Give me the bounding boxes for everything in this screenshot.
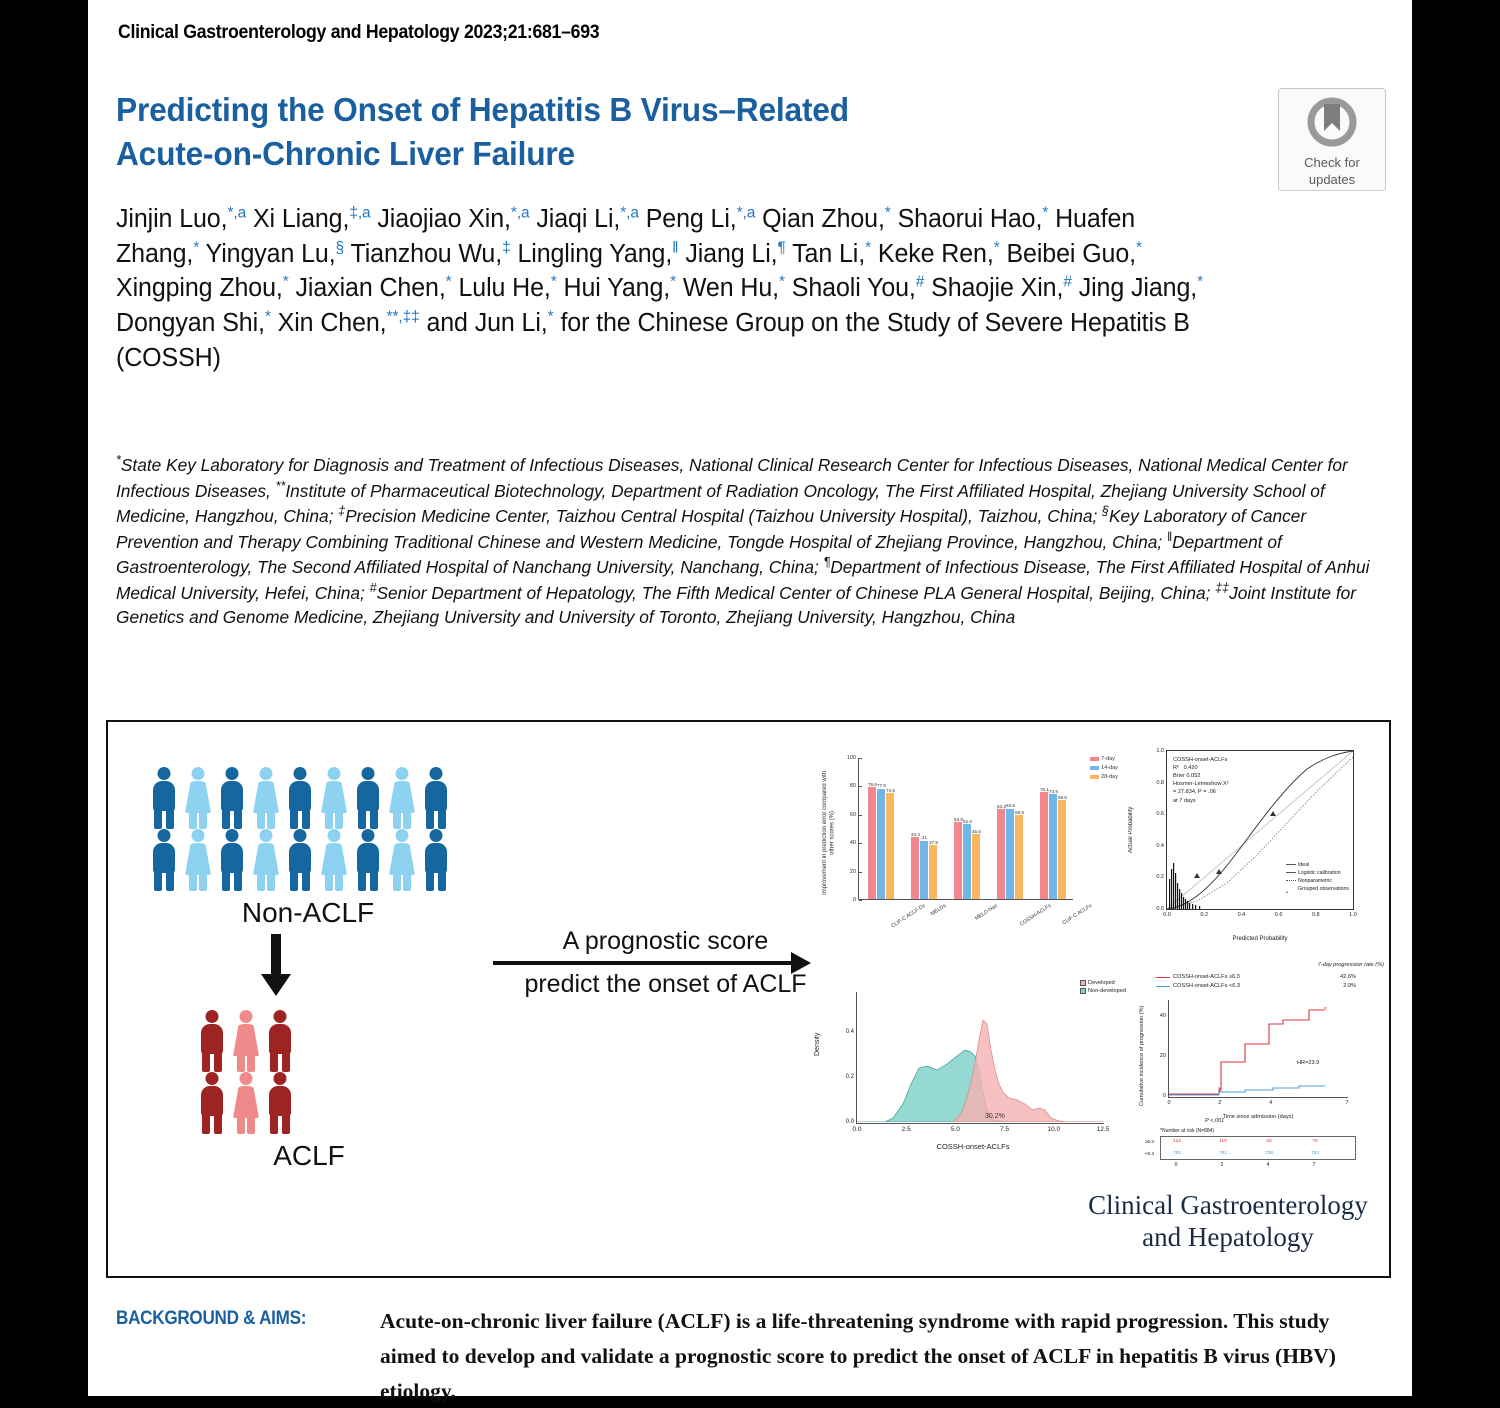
calibration-plot (1126, 740, 1376, 958)
person-icon (284, 829, 316, 891)
non-aclf-people-row (148, 829, 468, 891)
density-x-tick: 10.0 (1047, 1126, 1061, 1133)
bar-chart-y-axis-label: Improvement in prediction error compared with other scores (%) (822, 770, 836, 896)
bar-value-label: 41 (921, 835, 928, 841)
bar (1057, 794, 1067, 899)
person-icon (216, 829, 248, 891)
bar-chart-plot-area (846, 755, 1094, 930)
bar-chart-x-tick: MELD-Nas (974, 903, 1000, 922)
risk-table-x-axis (1160, 1162, 1356, 1172)
bar-chart-x-tick: CLIF-C ACLF-Ds (890, 903, 927, 930)
risk-table-cell: 738 (1264, 1151, 1274, 1156)
bar (928, 839, 938, 899)
non-aclf-people-row (148, 767, 468, 829)
calibration-legend-item: Logistic calibration (1286, 869, 1349, 877)
person-icon (420, 767, 452, 829)
bar-value-label: 45.6 (971, 828, 981, 834)
bar-chart-y-tick: 40 (850, 840, 859, 846)
calibration-hl-value: = 27.834, P = .06 (1173, 789, 1216, 796)
density-plot (808, 970, 1128, 1170)
cumulative-x-tick: 4 (1269, 1100, 1273, 1106)
calibration-legend-item: • Grouped observations (1285, 885, 1349, 896)
density-x-axis-label: COSSH-onset-ACLFs (936, 1142, 1010, 1151)
density-legend (1080, 980, 1126, 996)
risk-table-title: *Number at risk (N=884) (1160, 1128, 1215, 1134)
calibration-y-tick: 0.0 (1156, 906, 1164, 912)
bar-chart-x-tick: MELDs (930, 903, 948, 918)
calibration-r2: R² 0.420 (1173, 765, 1198, 772)
risk-table-x-tick: 2 (1220, 1162, 1224, 1168)
person-icon (250, 829, 282, 891)
calibration-model-name: COSSH-onset-ACLFs (1173, 757, 1228, 763)
paper-page (88, 0, 1412, 1403)
risk-table-cell: 122 (1172, 1139, 1182, 1144)
person-icon (250, 767, 282, 829)
density-x-tick: 5.0 (950, 1126, 960, 1133)
density-overlap-label: 30.2% (985, 1113, 1005, 1120)
calibration-y-tick: 0.2 (1156, 874, 1164, 881)
calibration-hl-label: Hosmer-Lemeshow X² (1173, 781, 1229, 788)
crossmark-label-line2: updates (1308, 171, 1356, 187)
calibration-y-tick: 0.4 (1156, 842, 1164, 849)
density-x-tick: 7.5 (1000, 1126, 1010, 1133)
density-legend-item: Developed (1080, 980, 1126, 986)
journal-logo (1068, 1190, 1388, 1254)
density-legend-item: Non-developed (1080, 988, 1126, 994)
bar (920, 835, 928, 899)
crossmark-icon (1305, 95, 1359, 154)
calibration-x-tick: 1.0 (1349, 912, 1357, 918)
person-icon (148, 767, 180, 829)
risk-table-cell: 762 (1172, 1151, 1182, 1156)
risk-table-row-label: ≥6.3 (1145, 1139, 1154, 1144)
person-icon (284, 767, 316, 829)
bar-group (910, 831, 948, 918)
bar (962, 818, 972, 899)
prognostic-score-arrow (493, 927, 838, 999)
bar-chart-x-tick: CLIF-C ACLFs (1061, 903, 1094, 927)
aclf-people-row (196, 1010, 426, 1072)
bar-chart-y-tick: 100 (847, 755, 859, 761)
prognostic-caption-line1: A prognostic score (562, 927, 769, 955)
density-x-tick: 2.5 (901, 1126, 911, 1133)
cumulative-x-tick: 2 (1218, 1100, 1222, 1106)
title-line-1: Predicting the Onset of Hepatitis B Virus–Related (116, 91, 849, 128)
page-title (116, 88, 1009, 176)
person-icon (352, 829, 384, 891)
risk-table-x-tick: 4 (1266, 1162, 1270, 1168)
author-list: Jinjin Luo,$^{*,a}$ Xi Liang,$^{\ddagger,a}$ Jiaojiao Xin,$^{*,a}$ Jiaqi Li,$^{*,a}$ Peng Li,$^{*,a}$ Qian Zhou,* Shaorui Hao,* Huafen Zhang,* Yingyan Lu,§ Tianzhou Wu,‡ Lingling Yang,‖ Jiang Li,¶ Tan Li,* Keke Ren,* Beibei Guo,* Xingping Zhou,* Jiaxian Chen,* Lulu He,* Hui Yang,* Wen Hu,* Shaoli You,# Shaojie Xin,# Jing Jiang,* Dongyan Shi,* Xin Chen,**,‡‡ and Jun Li,* for the Chinese Group on the Study of Severe Hepatitis B (COSSH) (116, 204, 1204, 372)
person-icon (318, 767, 350, 829)
graphical-abstract (106, 720, 1391, 1278)
cumulative-header: 7-day progression rate (%) (1317, 962, 1384, 968)
calibration-y-tick: 0.6 (1156, 811, 1164, 818)
calibration-x-axis-label: Predicted Probability (1232, 936, 1288, 942)
bar-value-label: 78.6 (867, 781, 877, 787)
person-icon (264, 1010, 296, 1072)
calibration-brier: Brier 0.052 (1173, 773, 1201, 780)
calibration-x-tick: 0.4 (1237, 912, 1246, 918)
density-x-tick: 12.5 (1096, 1126, 1110, 1133)
affiliations: *State Key Laboratory for Diagnosis and Treatment of Infectious Diseases, National Clinical Research Center for Infectious Diseases, National Medical Center for Infectious Diseases, **Institute of Pharmaceutical Biotechnology, Department of Radiation Oncology, The First Affiliated Hospital, Zhejiang University School of Medicine, Hangzhou, China; ‡Precision Medicine Center, Taizhou Central Hospital (Taizhou University Hospital), Taizhou, China; §Key Laboratory of Cancer Prevention and Therapy Combining Traditional Chinese and Western Medicine, Tongde Hospital of Zhejiang Province, Hangzhou, China; ‖Department of Gastroenterology, The Second Affiliated Hospital of Nanchang University, Nanchang, China; ¶Department of Infectious Disease, The First Affiliated Hospital of Anhui Medical University, Hefei, China; #Senior Department of Hepatology, The Fifth Medical Center of Chinese PLA General Hospital, Beijing, China; ‡‡Joint Institute for Genetics and Genome Medicine, Zhejiang University and University of Toronto, Zhejiang University, Hangzhou, China (116, 453, 1370, 627)
bar-chart-y-tick: 0 (853, 897, 859, 903)
bar (1014, 809, 1024, 899)
bar-value-label: 37.9 (928, 839, 938, 845)
cumulative-legend-item: COSSH-onset-ACLFs ≥6.3 42.6% (1156, 974, 1356, 980)
density-y-tick: 0.0 (845, 1119, 854, 1125)
risk-table-x-tick: 7 (1312, 1162, 1316, 1168)
bar (1039, 786, 1049, 899)
bar-chart-legend (1090, 756, 1118, 783)
risk-table-x-tick: 0 (1174, 1162, 1178, 1168)
bar-value-label: 53.9 (953, 816, 963, 822)
bar-chart-y-tick: 80 (850, 783, 859, 789)
person-icon (386, 829, 418, 891)
bar-chart-legend-item: 7-day (1090, 756, 1118, 762)
risk-table-cell: 70 (1312, 1139, 1318, 1144)
bar-chart-x-tick: COSSH-ACLFs (1019, 903, 1053, 928)
bar (867, 781, 877, 899)
person-icon (318, 829, 350, 891)
person-icon (352, 767, 384, 829)
person-icon (148, 829, 180, 891)
person-icon (196, 1010, 228, 1072)
person-icon (182, 767, 214, 829)
prognostic-caption-line2: predict the onset of ACLF (524, 970, 807, 998)
bar-value-label: 73.9 (1048, 788, 1058, 794)
bar-group (953, 816, 1000, 922)
arrow-right-icon (493, 961, 793, 965)
bar-chart-y-tick: 20 (850, 869, 859, 875)
bar-group (996, 803, 1053, 928)
cumulative-y-tick: 0 (1162, 1093, 1166, 1099)
risk-table-row (1145, 1149, 1355, 1161)
bar (953, 816, 963, 899)
cumulative-hr-label: HR=23.9 (1297, 1060, 1320, 1066)
prediction-error-bar-chart (820, 750, 1120, 955)
crossmark-label-line1: Check for (1304, 155, 1360, 170)
risk-table-cell: 782 (1310, 1151, 1320, 1156)
person-icon (230, 1072, 262, 1134)
person-icon (182, 829, 214, 891)
bar-value-label: 75.1 (1039, 786, 1049, 792)
journal-logo-line2: and Hepatology (1142, 1221, 1314, 1252)
cumulative-y-tick: 20 (1159, 1053, 1166, 1059)
calibration-y-tick: 0.8 (1156, 779, 1164, 786)
risk-table-row (1145, 1137, 1355, 1149)
bar (1005, 803, 1015, 899)
bar (876, 783, 886, 899)
density-y-axis-label: Density (814, 1032, 821, 1056)
risk-table-row-label: <6.3 (1145, 1151, 1155, 1156)
density-y-tick: 0.2 (845, 1074, 854, 1081)
bar-value-label: 74.6 (885, 787, 895, 793)
person-icon (196, 1072, 228, 1134)
person-icon (386, 767, 418, 829)
aclf-group (196, 1010, 426, 1172)
non-aclf-label: Non-ACLF (241, 897, 375, 928)
cumulative-y-axis-label: Cumulative incidence of progression (%) (1139, 1005, 1145, 1107)
cumulative-incidence-plot (1138, 962, 1388, 1177)
background-aims-label: BACKGROUND & AIMS: (116, 1308, 307, 1329)
calibration-x-tick: 0.0 (1163, 912, 1171, 918)
bar-value-label: 63.3 (996, 803, 1006, 809)
calibration-x-tick: 0.6 (1274, 912, 1283, 918)
bar-chart-legend-item: 28-day (1090, 774, 1118, 780)
background-aims-paragraph: Acute-on-chronic liver failure (ACLF) is a life-threatening syndrome with rapid progression. This study aimed to develop and validate a prognostic score to predict the onset of ACLF in hepatitis B virus (HBV) etiology. (380, 1309, 1336, 1403)
cumulative-x-tick: 7 (1345, 1100, 1349, 1106)
calibration-x-tick: 0.8 (1311, 912, 1320, 918)
risk-table-cell: 119 (1219, 1139, 1227, 1144)
bar-chart-legend-item: 14-day (1090, 765, 1118, 771)
bar-value-label: 69.5 (1057, 794, 1067, 800)
bar-value-label: 63.6 (1005, 803, 1015, 809)
bar-value-label: 52.6 (962, 818, 972, 824)
person-icon (420, 829, 452, 891)
risk-table-cell: 761 (1218, 1151, 1228, 1156)
cumulative-y-tick: 40 (1159, 1013, 1166, 1019)
cumulative-legend (1156, 974, 1356, 992)
calibration-x-tick: 0.2 (1200, 912, 1209, 918)
aclf-label: ACLF (273, 1140, 345, 1171)
risk-table (1145, 1136, 1356, 1160)
bar (1048, 788, 1058, 899)
cumulative-x-tick: 0 (1167, 1100, 1171, 1106)
cumulative-p-label: P <.001 (1205, 1118, 1225, 1124)
journal-running-head: Clinical Gastroenterology and Hepatology 2023;21:681–693 (118, 22, 600, 43)
person-icon (230, 1010, 262, 1072)
calibration-timepoint: at 7 days (1173, 797, 1196, 804)
bar-value-label: 43.4 (910, 831, 920, 837)
bar-group (1039, 786, 1094, 927)
calibration-y-tick: 1.0 (1156, 748, 1164, 754)
bar-chart-y-tick: 60 (850, 812, 859, 818)
person-icon (264, 1072, 296, 1134)
bar (885, 787, 895, 899)
bar (996, 803, 1006, 899)
calibration-y-axis-label: Actual Probability (1128, 806, 1134, 854)
density-x-tick: 0.0 (852, 1126, 862, 1133)
person-icon (216, 767, 248, 829)
risk-table-cell: 93 (1266, 1139, 1272, 1144)
calibration-legend (1285, 861, 1349, 896)
bar (971, 828, 981, 899)
title-line-2: Acute-on-Chronic Liver Failure (116, 134, 575, 172)
cumulative-legend-item: COSSH-onset-ACLFs <6.3 2.9% (1156, 983, 1356, 989)
crossmark-badge[interactable] (1278, 88, 1386, 191)
bar-value-label: 77.5 (876, 783, 886, 789)
calibration-legend-item: Nonparametric (1286, 877, 1349, 885)
density-y-tick: 0.4 (845, 1029, 854, 1036)
background-aims-text (380, 1304, 1390, 1408)
calibration-plot-area (1156, 748, 1357, 918)
aclf-people-row (196, 1072, 426, 1134)
bar-value-label: 58.9 (1014, 809, 1024, 815)
cumulative-x-axis-label: Time since admission (days) (1222, 1114, 1294, 1120)
bar (910, 831, 920, 899)
calibration-legend-item: Ideal (1286, 861, 1349, 869)
journal-logo-line1: Clinical Gastroenterology (1088, 1190, 1368, 1220)
non-aclf-group (148, 767, 468, 929)
density-plot-area (845, 992, 1110, 1133)
